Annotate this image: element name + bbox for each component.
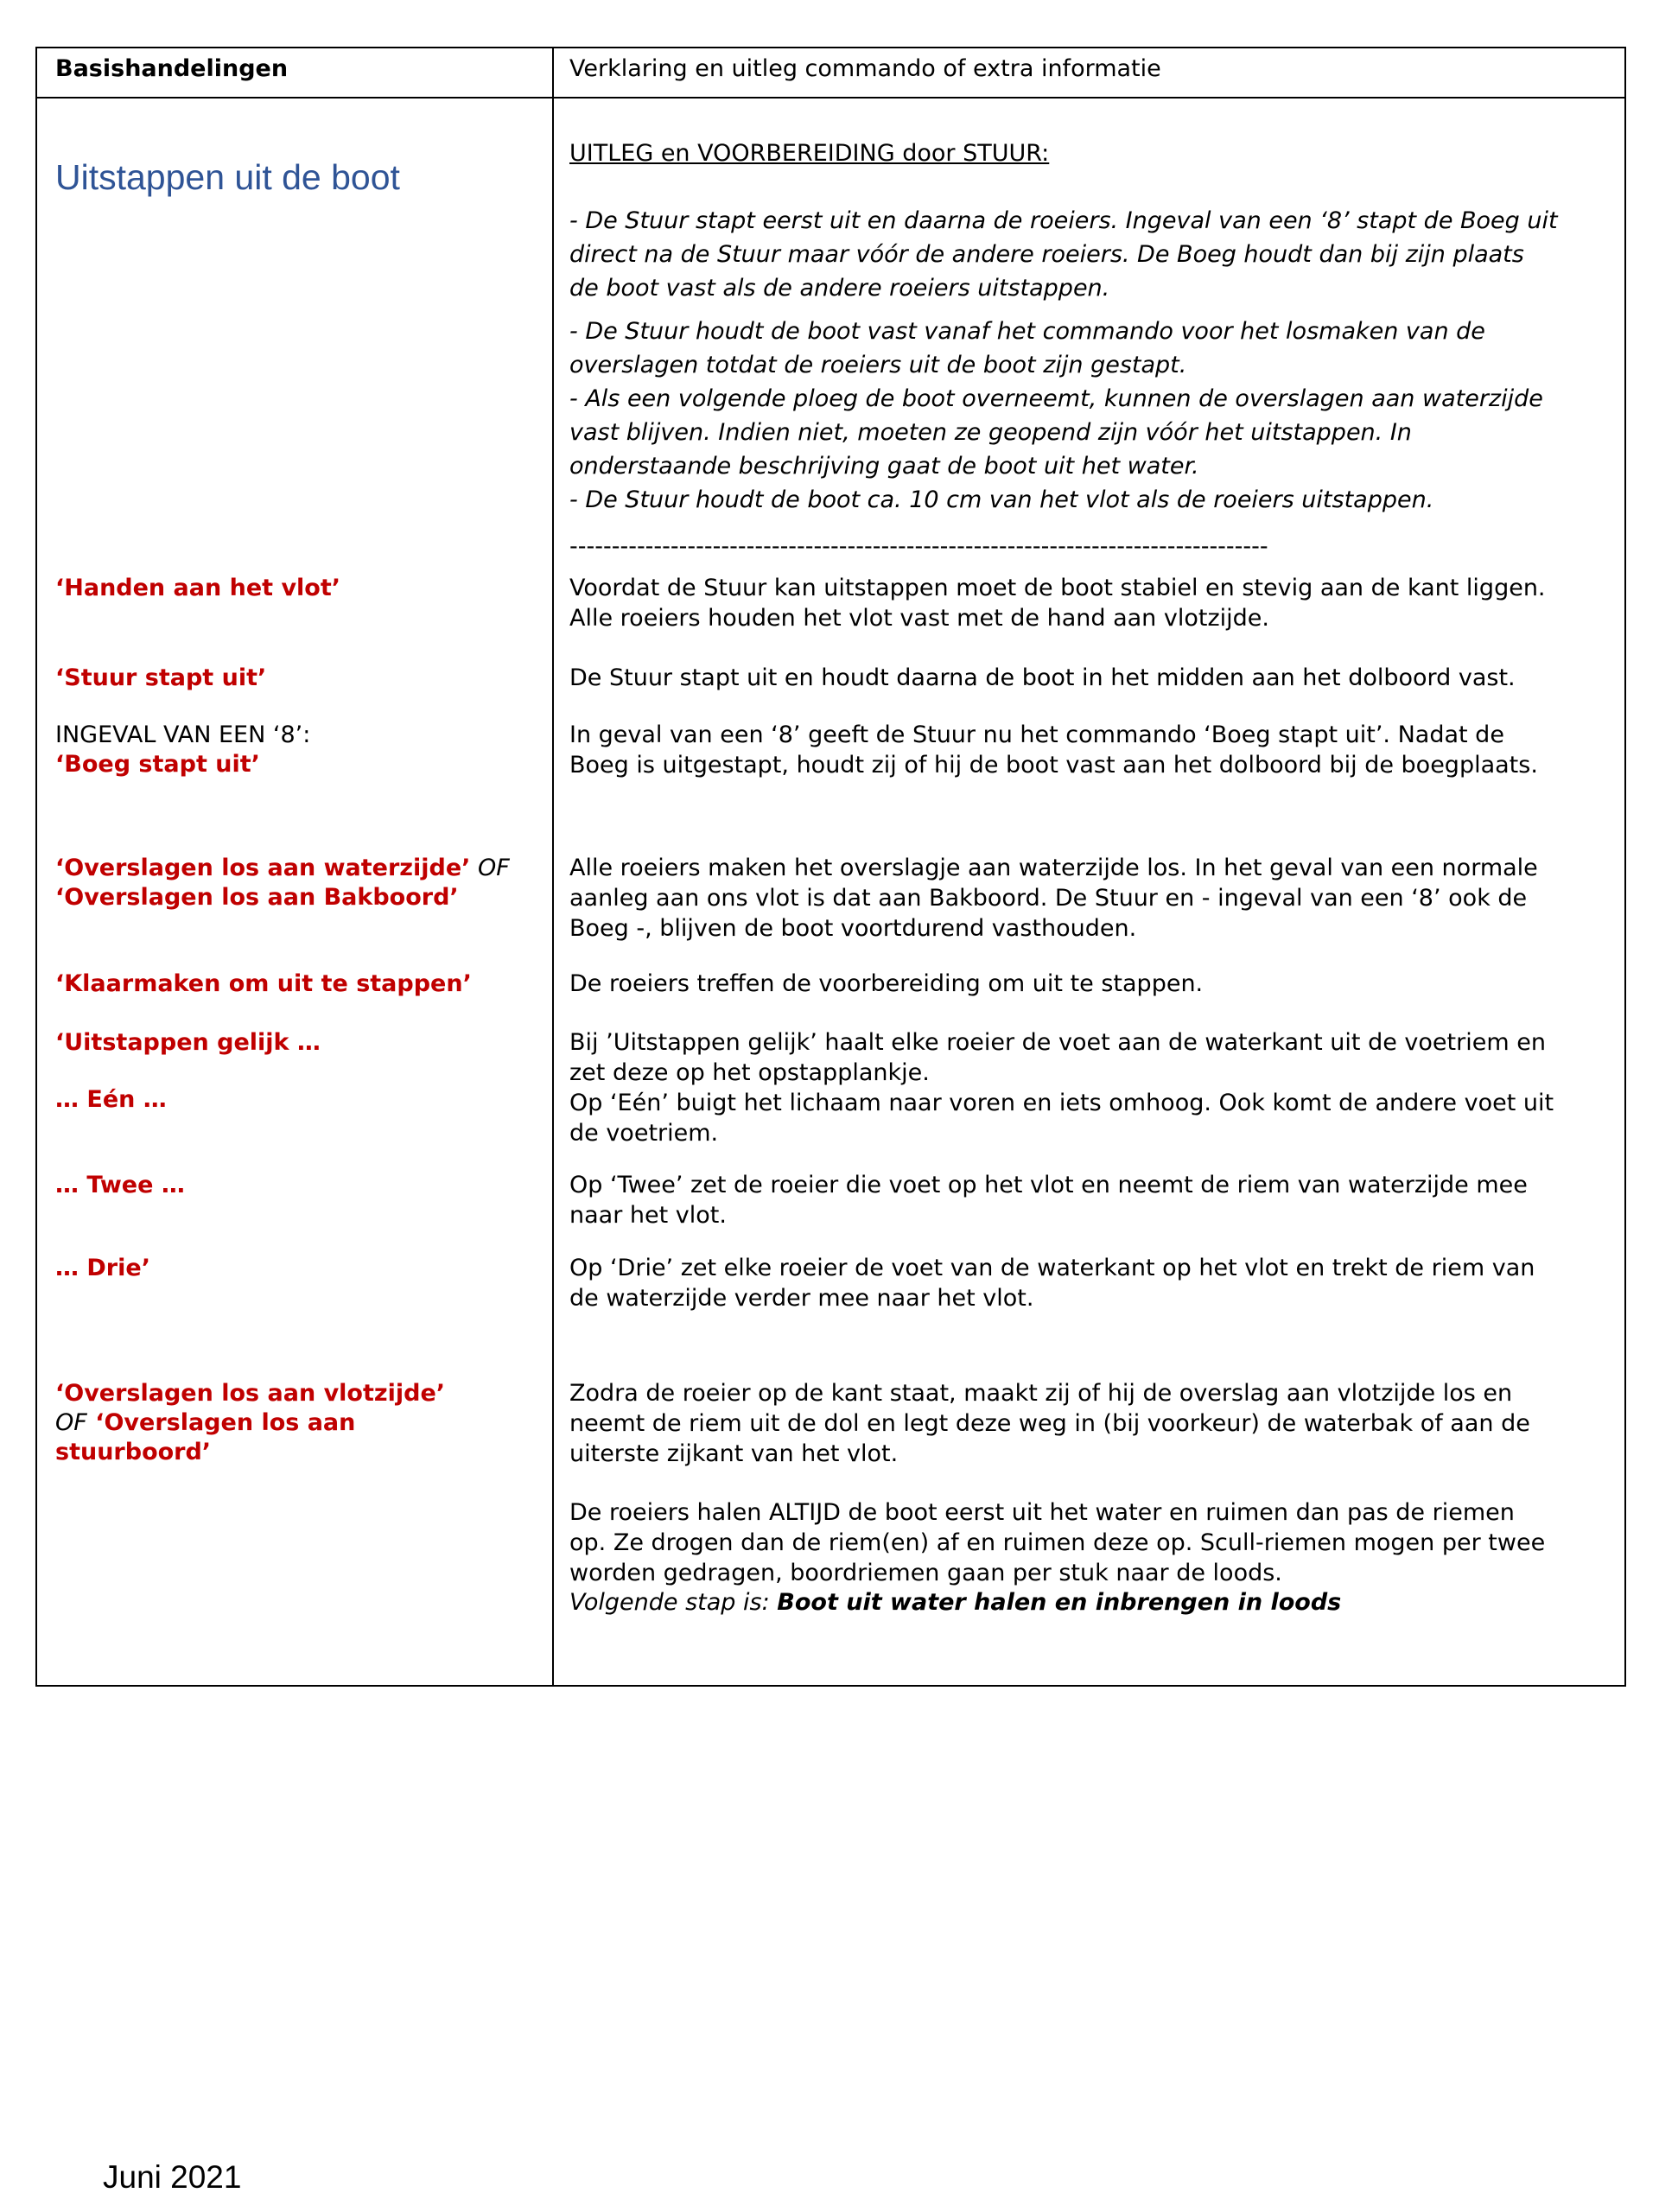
explain-line: naar het vlot.	[569, 1202, 727, 1229]
explain-line: Boeg -, blijven de boot voortdurend vasthouden.	[569, 915, 1137, 942]
intro-heading: UITLEG en VOORBEREIDING door STUUR:	[569, 140, 1050, 167]
column-divider	[552, 48, 554, 1685]
instruction-table	[35, 47, 1626, 1687]
intro-line: de boot vast als de andere roeiers uitstappen.	[569, 275, 1110, 302]
explain-line: De roeiers treffen de voorbereiding om uit te stappen.	[569, 970, 1204, 997]
header-divider	[37, 97, 1624, 99]
command-overslagen-stuur: ‘Overslagen los aan	[86, 1409, 356, 1436]
command-overslagen-water: ‘Overslagen los aan waterzijde’	[55, 855, 471, 881]
explain-line: aanleg aan ons vlot is dat aan Bakboord. De Stuur en - ingeval van een ‘8’ ook de	[569, 885, 1528, 912]
explain-line: De Stuur stapt uit en houdt daarna de boot in het midden aan het dolboord vast.	[569, 664, 1516, 691]
or-label-2: OF	[55, 1409, 87, 1436]
command-overslagen-bak: ‘Overslagen los aan Bakboord’	[55, 884, 459, 911]
intro-line: vast blijven. Indien niet, moeten ze geopend zijn vóór het uitstappen. In	[569, 419, 1412, 446]
explain-ophalen	[569, 1497, 1545, 1588]
command-klaarmaken: ‘Klaarmaken om uit te stappen’	[55, 970, 472, 997]
intro-line: direct na de Stuur maar vóór de andere roeiers. De Boeg houdt dan bij zijn plaats	[569, 241, 1524, 268]
explain-line: Alle roeiers maken het overslagje aan waterzijde los. In het geval van een normale	[569, 855, 1538, 881]
explain-boeg	[569, 720, 1538, 780]
explain-drie	[569, 1253, 1535, 1313]
intro-line: - De Stuur houdt de boot ca. 10 cm van het vlot als de roeiers uitstappen.	[569, 486, 1434, 513]
explain-handen	[569, 573, 1546, 633]
explain-line: In geval van een ‘8’ geeft de Stuur nu het commando ‘Boeg stapt uit’. Nadat de	[569, 721, 1504, 748]
explain-line: Boeg is uitgestapt, houdt zij of hij de boot vast aan het dolboord bij de boegplaats.	[569, 752, 1538, 779]
command-handen: ‘Handen aan het vlot’	[55, 575, 341, 601]
command-een: … Eén …	[55, 1086, 167, 1113]
explain-line: Op ‘Eén’ buigt het lichaam naar voren en iets omhoog. Ook komt de andere voet uit	[569, 1090, 1554, 1116]
explain-line: de voetriem.	[569, 1120, 719, 1147]
intro-para1	[569, 204, 1558, 305]
explain-stuur	[569, 663, 1516, 693]
explain-gelijk	[569, 1027, 1554, 1148]
command-twee: … Twee …	[55, 1172, 185, 1198]
intro-line: onderstaande beschrijving gaat de boot uit het water.	[569, 453, 1199, 480]
explain-line: zet deze op het opstapplankje.	[569, 1059, 930, 1086]
next-step-link: Boot uit water halen en inbrengen in loods	[777, 1589, 1342, 1616]
footer-date: Juni 2021	[103, 2159, 242, 2195]
explain-klaarmaken	[569, 969, 1203, 999]
command-overslagen-stuur-cont: stuurboord’	[55, 1439, 212, 1465]
header-col1: Basishandelingen	[55, 55, 289, 82]
next-step-prefix: Volgende stap is:	[569, 1589, 778, 1616]
condition-ingeval: INGEVAL VAN EEN ‘8’:	[55, 721, 311, 748]
intro-line: overslagen totdat de roeiers uit de boot zijn gestapt.	[569, 352, 1187, 378]
explain-line: De roeiers halen ALTIJD de boot eerst uit het water en ruimen dan pas de riemen	[569, 1499, 1515, 1526]
explain-line: uiterste zijkant van het vlot.	[569, 1440, 899, 1467]
explain-line: Zodra de roeier op de kant staat, maakt zij of hij de overslag aan vlotzijde los en	[569, 1380, 1513, 1407]
intro-line: - Als een volgende ploeg de boot overneemt, kunnen de overslagen aan waterzijde	[569, 385, 1543, 412]
explain-line: Op ‘Drie’ zet elke roeier de voet van de waterkant op het vlot en trekt de riem van	[569, 1255, 1535, 1281]
section-title: Uitstappen uit de boot	[55, 157, 400, 197]
command-boeg: ‘Boeg stapt uit’	[55, 751, 260, 778]
intro-line: - De Stuur houdt de boot vast vanaf het commando voor het losmaken van de	[569, 318, 1485, 345]
explain-line: Op ‘Twee’ zet de roeier die voet op het vlot en neemt de riem van waterzijde mee	[569, 1172, 1528, 1198]
command-drie: … Drie’	[55, 1255, 150, 1281]
command-overslagen-vlot: ‘Overslagen los aan vlotzijde’	[55, 1380, 446, 1407]
explain-line: neemt de riem uit de dol en legt deze weg in (bij voorkeur) de waterbak of aan de	[569, 1410, 1530, 1437]
explain-overslagen-water	[569, 853, 1538, 944]
next-step-row	[569, 1587, 1341, 1618]
explain-twee	[569, 1170, 1528, 1230]
explain-line: Bij ’Uitstappen gelijk’ haalt elke roeier de voet aan de waterkant uit de voetriem en	[569, 1029, 1546, 1056]
explain-line: op. Ze drogen dan de riem(en) af en ruimen deze op. Scull-riemen mogen per twee	[569, 1529, 1546, 1556]
separator-line: -----------------------------------------------------------------------------------	[569, 533, 1268, 560]
explain-line: de waterzijde verder mee naar het vlot.	[569, 1285, 1034, 1312]
header-col2: Verklaring en uitleg commando of extra informatie	[569, 55, 1161, 82]
command-gelijk: ‘Uitstappen gelijk …	[55, 1029, 321, 1056]
explain-line: Alle roeiers houden het vlot vast met de hand aan vlotzijde.	[569, 605, 1269, 632]
intro-line: - De Stuur stapt eerst uit en daarna de roeiers. Ingeval van een ‘8’ stapt de Boeg uit	[569, 207, 1558, 234]
explain-line: Voordat de Stuur kan uitstappen moet de boot stabiel en stevig aan de kant liggen.	[569, 575, 1546, 601]
or-label: OF	[470, 855, 510, 881]
explain-line: worden gedragen, boordriemen gaan per stuk naar de loods.	[569, 1560, 1282, 1586]
command-overslagen-stuur-row	[55, 1408, 355, 1438]
explain-overslagen-vlot	[569, 1378, 1530, 1469]
command-overslagen-water-row	[55, 853, 510, 883]
intro-para2	[569, 315, 1543, 517]
command-stuur: ‘Stuur stapt uit’	[55, 664, 267, 691]
